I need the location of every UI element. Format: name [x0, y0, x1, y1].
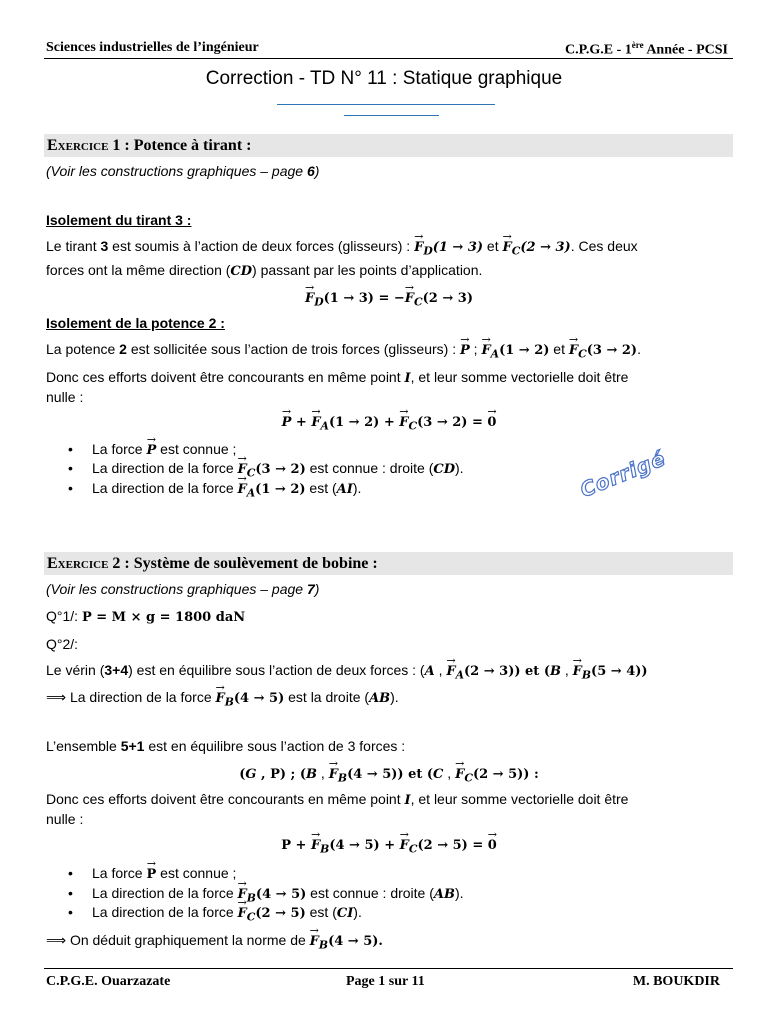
ex1-bullet-1: • La force → P est connue ;	[68, 440, 236, 460]
header-right: C.P.G.E - 1ère Année - PCSI	[564, 40, 728, 58]
ex1-bullet-3: • La direction de la force → $F_A(1 \to 2)$ est (AI).	[68, 479, 361, 503]
isolement-potence-text: La potence 2 est sollicitée sous l’action de trois forces (glisseurs) : → P ; → $F_A(1 \to 2)$ et → $F_C(3 \to 2)$.	[46, 340, 732, 364]
concourant-text-1: Donc ces efforts doivent être concourants en même point I, et leur somme vectorielle doit être nulle :	[46, 369, 629, 405]
corrige-stamp: Corrigé	[576, 446, 670, 502]
exercise-2-note: (Voir les constructions graphiques – page 7)	[46, 581, 320, 597]
question-1: Q°1/: P = M × g = 1800 daN	[46, 608, 246, 625]
isolement-tirant-text: Le tirant 3 est soumis à l’action de deux forces (glisseurs) : → $F_D(1 \to 3)$ et → $F_C(2 \to 3)$. Ces deux forces ont la même direction (CD) passant par les points d’application.	[46, 237, 732, 281]
footer-page-number: Page 1 sur 11	[346, 974, 425, 989]
page-title: Correction - TD N° 11 : Statique graphique	[205, 68, 563, 89]
ex2-bullet-3: • La direction de la force → $F_C(2 \to 5)$ est (CI).	[68, 903, 362, 927]
title-underline-long	[277, 104, 495, 105]
ex2-bullet-1: • La force → P est connue ;	[68, 864, 236, 884]
exercise-1-heading: Exercice 1 : Potence à tirant :	[44, 134, 733, 157]
footer-rule	[44, 968, 733, 969]
header-left: Sciences industrielles de l’ingénieur	[46, 40, 259, 55]
footer-left: C.P.G.E. Ouarzazate	[46, 974, 171, 989]
question-2: Q°2/:	[46, 636, 79, 652]
concourant-text-2: Donc ces efforts doivent être concourants en même point I, et leur somme vectorielle doit être nulle :	[46, 791, 629, 827]
forces-list: (G , P) ; (B , → $F_B(4 \to 5)$) et (C , → $F_C(2 \to 5)$) :	[46, 764, 732, 788]
header-rule	[44, 58, 733, 59]
isolement-potence-title: Isolement de la potence 2 :	[46, 315, 225, 331]
exercise-1-note: (Voir les constructions graphiques – page 6)	[46, 163, 320, 179]
ex2-bullet-2: • La direction de la force → $F_B(4 \to 5)$ est connue : droite (AB).	[68, 884, 464, 908]
direction-text: ⟹ La direction de la force → $F_B(4 \to 5)$ est la droite (AB).	[46, 688, 732, 712]
equation-1: → $F_D(1 \to 3)$ = −→ $F_C(2 \to 3)$	[46, 288, 732, 312]
equation-3: P + → $F_B(4 \to 5)$ + → $F_C(2 \to 5)$ = → 0	[46, 835, 732, 859]
final-text: ⟹ On déduit graphiquement la norme de → $F_B(4 \to 5)$.	[46, 931, 732, 955]
ensemble-text: L’ensemble 5+1 est en équilibre sous l’action de 3 forces :	[46, 738, 406, 754]
isolement-tirant-title: Isolement du tirant 3 :	[46, 212, 192, 228]
equation-2: → P + → $F_A(1 \to 2)$ + → $F_C(3 \to 2)$ = → 0	[46, 412, 732, 436]
verin-text: Le vérin (3+4) est en équilibre sous l’action de deux forces : (A , → $F_A(2 \to 3)$) et (B , → $F_B(5 \to 4)$)	[46, 661, 732, 685]
exercise-2-heading: Exercice 2 : Système de soulèvement de bobine :	[44, 552, 733, 575]
title-underline-short	[344, 115, 439, 116]
footer-right: M. BOUKDIR	[632, 974, 720, 989]
ex1-bullet-2: • La direction de la force → $F_C(3 \to 2)$ est connue : droite (CD).	[68, 459, 464, 483]
